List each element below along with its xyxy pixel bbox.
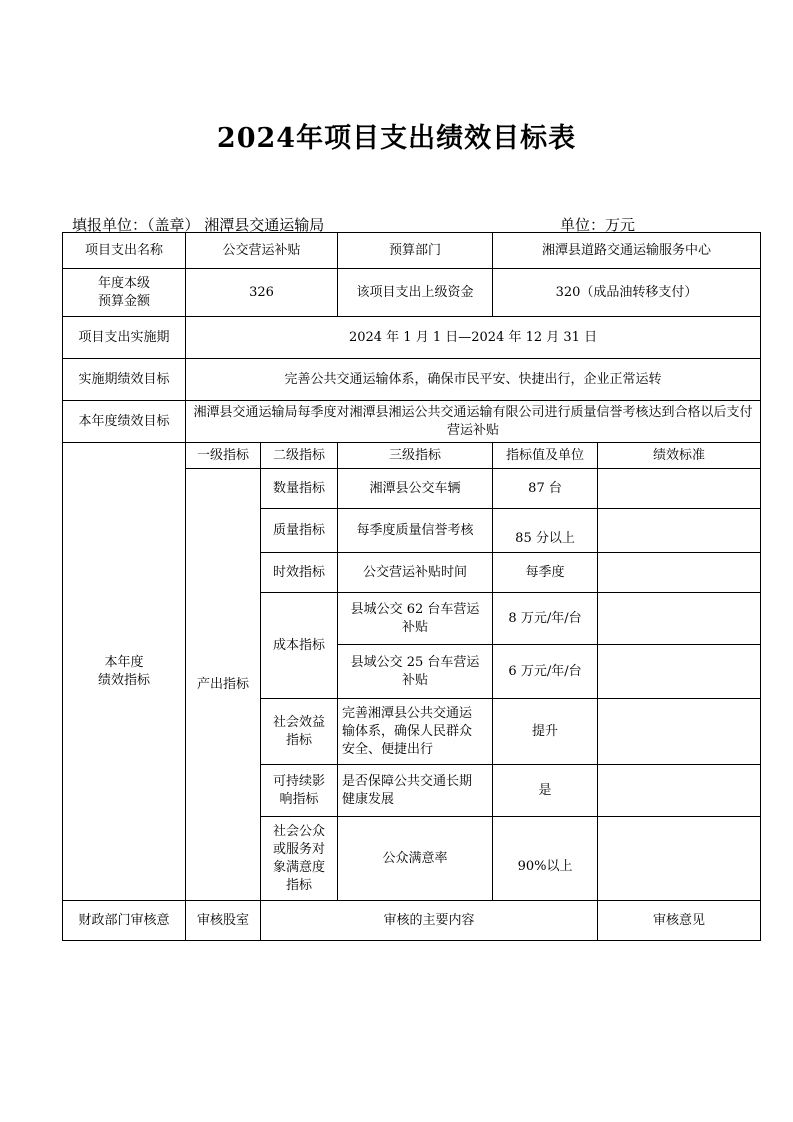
level3-cell: 公众满意率 (338, 817, 493, 901)
level2-social-benefit: 社会效益 指标 (261, 699, 338, 765)
review-content: 审核的主要内容 (261, 901, 598, 941)
level3-cell: 每季度质量信誉考核 (338, 509, 493, 553)
finance-review-label: 财政部门审核意 (63, 901, 186, 941)
standard-cell (598, 699, 761, 765)
level3-cell: 县域公交 25 台车营运 补贴 (338, 645, 493, 699)
header-level2: 二级指标 (261, 443, 338, 469)
period-label: 项目支出实施期 (63, 317, 186, 359)
value-cell: 87 台 (493, 469, 598, 509)
level2-cost: 成本指标 (261, 593, 338, 699)
level3-cell: 完善湘潭县公共交通运 输体系，确保人民群众 安全、便捷出行 (338, 699, 493, 765)
project-name-label: 项目支出名称 (63, 233, 186, 269)
table-row (63, 233, 761, 269)
standard-cell (598, 765, 761, 817)
table-row (63, 269, 761, 317)
period-goal-label: 实施期绩效目标 (63, 359, 186, 401)
value-cell: 每季度 (493, 553, 598, 593)
level3-cell: 公交营运补贴时间 (338, 553, 493, 593)
level2-timeliness: 时效指标 (261, 553, 338, 593)
superior-funds-value: 320（成品油转移支付） (493, 269, 761, 317)
annual-goal-value: 湘潭县交通运输局每季度对湘潭县湘运公共交通运输有限公司进行质量信誉考核达到合格以后支付营运补贴 (186, 401, 761, 443)
annual-budget-value: 326 (186, 269, 338, 317)
value-cell: 8 万元/年/台 (493, 593, 598, 645)
indicator-header-row (63, 443, 761, 469)
annual-budget-label: 年度本级 预算金额 (63, 269, 186, 317)
standard-cell (598, 509, 761, 553)
superior-funds-label: 该项目支出上级资金 (338, 269, 493, 317)
review-opinion: 审核意见 (598, 901, 761, 941)
level3-cell: 湘潭县公交车辆 (338, 469, 493, 509)
header-standard: 绩效标准 (598, 443, 761, 469)
level3-cell: 县城公交 62 台车营运 补贴 (338, 593, 493, 645)
annual-goal-label: 本年度绩效目标 (63, 401, 186, 443)
table-row (63, 401, 761, 443)
level3-cell: 是否保障公共交通长期 健康发展 (338, 765, 493, 817)
budget-dept-label: 预算部门 (338, 233, 493, 269)
value-cell: 85 分以上 (493, 509, 598, 553)
header-level3: 三级指标 (338, 443, 493, 469)
value-cell: 90%以上 (493, 817, 598, 901)
level1-output: 产出指标 (186, 469, 261, 901)
standard-cell (598, 469, 761, 509)
budget-dept-value: 湘潭县道路交通运输服务中心 (493, 233, 761, 269)
value-cell: 6 万元/年/台 (493, 645, 598, 699)
level2-satisfaction: 社会公众 或服务对 象满意度 指标 (261, 817, 338, 901)
period-goal-value: 完善公共交通运输体系，确保市民平安、快捷出行，企业正常运转 (186, 359, 761, 401)
header-level1: 一级指标 (186, 443, 261, 469)
standard-cell (598, 817, 761, 901)
level2-sustainability: 可持续影 响指标 (261, 765, 338, 817)
page-title: 2024年项目支出绩效目标表 (216, 123, 577, 154)
level2-quality: 质量指标 (261, 509, 338, 553)
project-name-value: 公交营运补贴 (186, 233, 338, 269)
value-cell: 提升 (493, 699, 598, 765)
filling-unit: 填报单位：（盖章） 湘潭县交通运输局 (72, 216, 325, 234)
standard-cell (598, 645, 761, 699)
period-value: 2024 年 1 月 1 日—2024 年 12 月 31 日 (186, 317, 761, 359)
currency-unit: 单位：万元 (560, 216, 636, 234)
header-value: 指标值及单位 (493, 443, 598, 469)
review-row (63, 901, 761, 941)
annual-indicator-label: 本年度 绩效指标 (63, 443, 186, 901)
standard-cell (598, 593, 761, 645)
table-row (63, 317, 761, 359)
table-row (63, 359, 761, 401)
review-section: 审核股室 (186, 901, 261, 941)
standard-cell (598, 553, 761, 593)
value-cell: 是 (493, 765, 598, 817)
level2-quantity: 数量指标 (261, 469, 338, 509)
performance-target-table (62, 232, 761, 941)
